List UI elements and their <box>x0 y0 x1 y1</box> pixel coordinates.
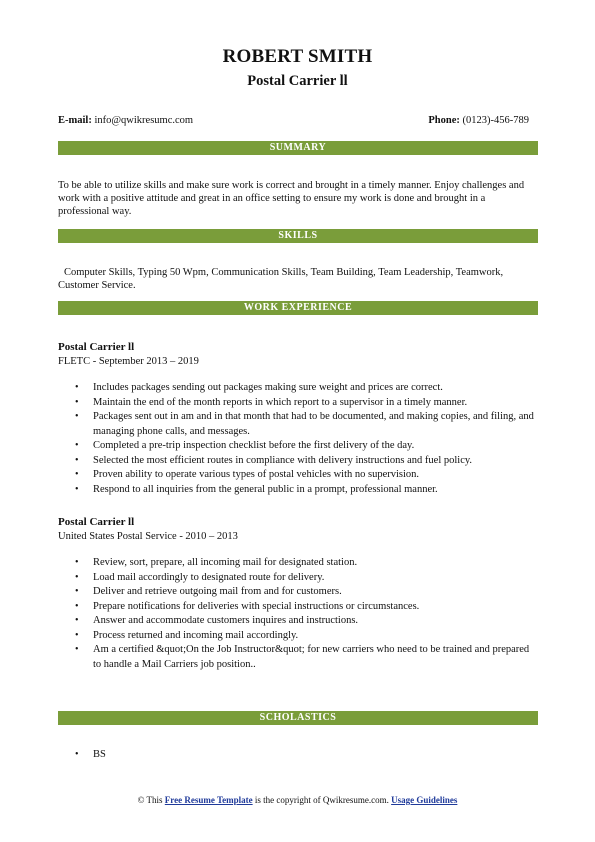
list-item: • Includes packages sending out packages making sure weight and prices are correct. <box>75 381 537 396</box>
skills-header: SKILLS <box>58 229 538 243</box>
list-item: • Review, sort, prepare, all incoming mail for designated station. <box>75 556 537 571</box>
list-item: • Packages sent out in am and in that month that had to be documented, and making copies, and filing, and managing phone calls, and messages. <box>75 410 537 439</box>
email-value: info@qwikresumc.com <box>94 115 194 126</box>
footer-prefix: © This <box>137 795 163 805</box>
phone-label: Phone: <box>428 115 460 126</box>
list-item: • Completed a pre-trip inspection checklist before the first delivery of the day. <box>75 439 537 454</box>
list-item: • Respond to all inquiries from the general public in a prompt, professional manner. <box>75 483 537 498</box>
usage-guidelines-link[interactable]: Usage Guidelines <box>391 795 458 805</box>
job-2-bullets <box>75 556 537 672</box>
list-item: • BS <box>75 748 537 763</box>
job-1-subtitle: FLETC - September 2013 – 2019 <box>58 356 199 367</box>
list-item: • Process returned and incoming mail accordingly. <box>75 629 537 644</box>
list-item: • Deliver and retrieve outgoing mail from and for customers. <box>75 585 537 600</box>
list-item: • Prepare notifications for deliveries with special instructions or circumstances. <box>75 600 537 615</box>
work-experience-header: WORK EXPERIENCE <box>58 301 538 315</box>
email-line <box>58 114 193 127</box>
job-2-subtitle: United States Postal Service - 2010 – 2013 <box>58 531 238 542</box>
free-resume-template-link[interactable]: Free Resume Template <box>164 795 253 805</box>
phone-value: (0123)-456-789 <box>462 115 529 126</box>
candidate-title: Postal Carrier ll <box>247 73 348 89</box>
summary-text: To be able to utilize skills and make sure work is correct and brought in a timely manner. Enjoy challenges and work with a positive attitude and great in an office setting to ensure my work is done and brought in a professional way. <box>58 180 525 217</box>
list-item: • Proven ability to operate various types of postal vehicles with no supervision. <box>75 468 537 483</box>
footer-copyright-text: is the copyright of Qwikresume.com. <box>254 795 389 805</box>
email-label: E-mail: <box>58 115 92 126</box>
scholastics-header: SCHOLASTICS <box>58 711 538 725</box>
summary-header: SUMMARY <box>58 141 538 155</box>
skills-text: Computer Skills, Typing 50 Wpm, Communication Skills, Team Building, Team Leadership, Teamwork, Customer Service. <box>58 267 504 291</box>
list-item: • Load mail accordingly to designated route for delivery. <box>75 571 537 586</box>
job-1-bullets <box>75 381 537 497</box>
candidate-name: ROBERT SMITH <box>222 46 373 67</box>
list-item: • Selected the most efficient routes in compliance with delivery instructions and fuel policy. <box>75 454 537 469</box>
job-2-title: Postal Carrier ll <box>58 516 135 528</box>
list-item: • Answer and accommodate customers inquires and instructions. <box>75 614 537 629</box>
list-item: • Maintain the end of the month reports in which report to a supervisor in a timely manner. <box>75 396 537 411</box>
list-item: • Am a certified &quot;On the Job Instructor&quot; for new carriers who need to be trained and prepared to handle a Mail Carriers job position.. <box>75 643 537 672</box>
footer <box>0 795 595 806</box>
scholastics-list <box>75 748 537 763</box>
phone-line <box>428 114 529 127</box>
job-1-title: Postal Carrier ll <box>58 341 135 353</box>
